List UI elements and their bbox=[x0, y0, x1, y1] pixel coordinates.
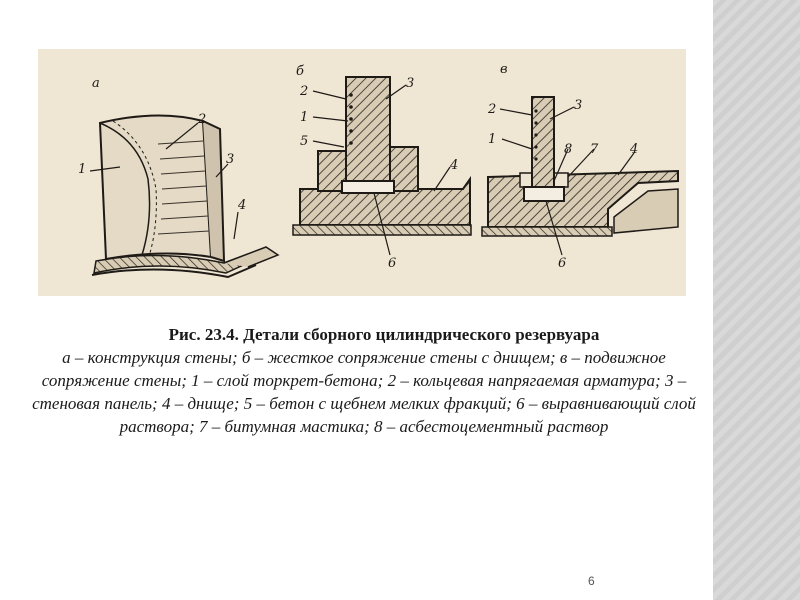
panel-label-c: в bbox=[500, 62, 508, 77]
panel-a-drawing bbox=[90, 115, 278, 277]
panel-label-a: а bbox=[92, 76, 100, 91]
callout-c-8: 8 bbox=[564, 142, 573, 157]
callout-b-5: 5 bbox=[300, 134, 309, 149]
callout-a-4: 4 bbox=[238, 198, 247, 213]
callout-c-4: 4 bbox=[630, 142, 639, 157]
panel-b-drawing bbox=[293, 77, 471, 255]
figure-illustration bbox=[38, 49, 686, 296]
figure-drawing bbox=[38, 49, 686, 296]
side-decorative-band bbox=[713, 0, 800, 600]
callout-c-7: 7 bbox=[590, 142, 599, 157]
callout-c-6: 6 bbox=[558, 256, 567, 271]
callout-a-2: 2 bbox=[198, 112, 207, 127]
callout-b-3: 3 bbox=[406, 76, 415, 91]
callout-b-1: 1 bbox=[300, 110, 309, 125]
page-number: 6 bbox=[588, 574, 595, 588]
callout-a-1: 1 bbox=[78, 162, 87, 177]
callout-a-3: 3 bbox=[226, 152, 235, 167]
panel-label-b: б bbox=[296, 64, 304, 79]
figure-caption bbox=[28, 323, 700, 438]
callout-c-2: 2 bbox=[488, 102, 497, 117]
panel-c-drawing bbox=[482, 97, 678, 255]
callout-b-2: 2 bbox=[300, 84, 309, 99]
callout-c-3: 3 bbox=[574, 98, 583, 113]
callout-b-6: 6 bbox=[388, 256, 397, 271]
caption-title: Рис. 23.4. Детали сборного цилиндрического резервуара bbox=[168, 325, 600, 344]
callout-c-1: 1 bbox=[488, 132, 497, 147]
callout-b-4: 4 bbox=[450, 158, 459, 173]
caption-body: а – конструкция стены; б – жесткое сопряжение стены с днищем; в – подвижное сопряжение стены; 1 – слой торкрет-бетона; 2 – кольцевая напрягаемая арматура; 3 – стеновая панель; 4 – днище; 5 – бетон с щебнем мелких фракций; 6 – выравнивающий слой раствора; 7 – битумная мастика; 8 – асбестоцементный раствор bbox=[32, 348, 696, 436]
